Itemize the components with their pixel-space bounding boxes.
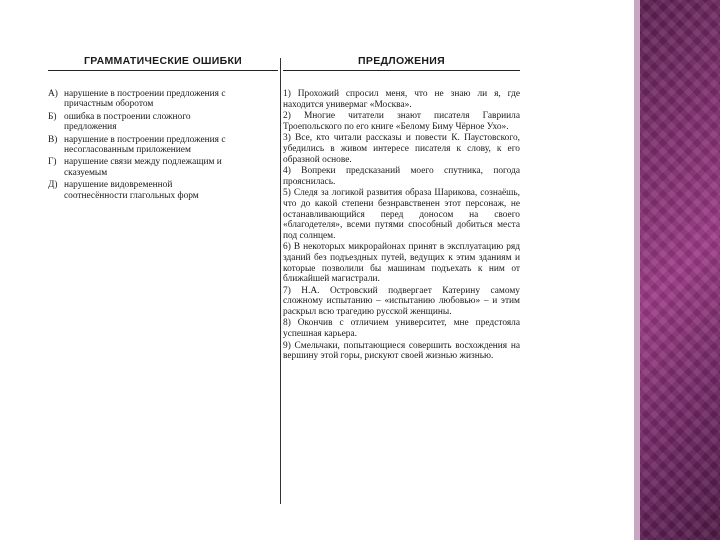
slide-decor-panel (640, 0, 720, 540)
error-item (48, 89, 278, 110)
sentence-item: 5) Следя за логикой развития образа Шарикова, сознаёшь, что до какой степени безнравственен этот персонаж, не останавливающийся перед доносом на своего «благодетеля», всеми путями способный добиться места под солнцем. (283, 188, 520, 241)
error-text-line1: нарушение в построении предложения с (64, 134, 226, 145)
error-text-line2: предложения (64, 122, 117, 133)
errors-list (48, 89, 278, 201)
error-label: В) (48, 134, 58, 145)
sentence-item: 2) Многие читатели знают писателя Гавриила Троепольского по его книге «Белому Биму Чёрное Ухо». (283, 111, 520, 132)
error-label: Б) (48, 111, 57, 122)
error-text-line1: нарушение видовременной (64, 180, 173, 191)
error-text-line2: причастным оборотом (64, 99, 154, 110)
error-text-line2: несогласованным приложением (64, 145, 191, 156)
column-divider (280, 58, 281, 504)
error-label: А) (48, 89, 58, 99)
error-text-line1: ошибка в построении сложного (64, 111, 191, 122)
sentence-item: 9) Смельчаки, попытающиеся совершить восхождения на вершину этой горы, рискуют своей жизнью жизнью. (283, 340, 520, 362)
sentence-item: 8) Окончив с отличием университет, мне предстояла успешная карьера. (283, 318, 520, 340)
task-document (48, 52, 520, 510)
errors-column (48, 52, 278, 203)
sentence-item: 4) Вопреки предсказаний моего спутника, погода прояснилась. (283, 166, 520, 187)
sentences-header: ПРЕДЛОЖЕНИЯ (283, 52, 520, 71)
error-item (48, 180, 278, 201)
error-text-line2: соотнесённости глагольных форм (64, 190, 199, 201)
errors-header: ГРАММАТИЧЕСКИЕ ОШИБКИ (48, 52, 278, 71)
error-item (48, 112, 278, 133)
sentences-column (283, 52, 520, 363)
error-item (48, 135, 278, 156)
sentence-item: 6) В некоторых микрорайонах принят в эксплуатацию ряд зданий без подъездных путей, ведущих к этим зданиям и которые позволили бы машинам подъехать к ним от ближайшей магистрали. (283, 242, 520, 285)
error-label: Г) (48, 157, 57, 168)
error-item (48, 157, 278, 178)
error-label: Д) (48, 180, 58, 191)
error-text-line2: сказуемым (64, 167, 108, 178)
error-text-line1: нарушение в построении предложения с (64, 89, 226, 99)
sentence-item: 7) Н.А. Островский подвергает Катерину самому сложному испытанию – «испытанию любовью» – и этим раскрыл всю трагедию русской женщины. (283, 285, 520, 317)
sentences-list (283, 89, 520, 362)
sentence-item: 3) Все, кто читали рассказы и повести К. Паустовского, убедились в живом интересе писателя к слову, к его образной основе. (283, 133, 520, 165)
sentence-item: 1) Прохожий спросил меня, что не знаю ли я, где находится универмаг «Москва». (283, 89, 520, 110)
error-text-line1: нарушение связи между подлежащим и (64, 157, 222, 168)
